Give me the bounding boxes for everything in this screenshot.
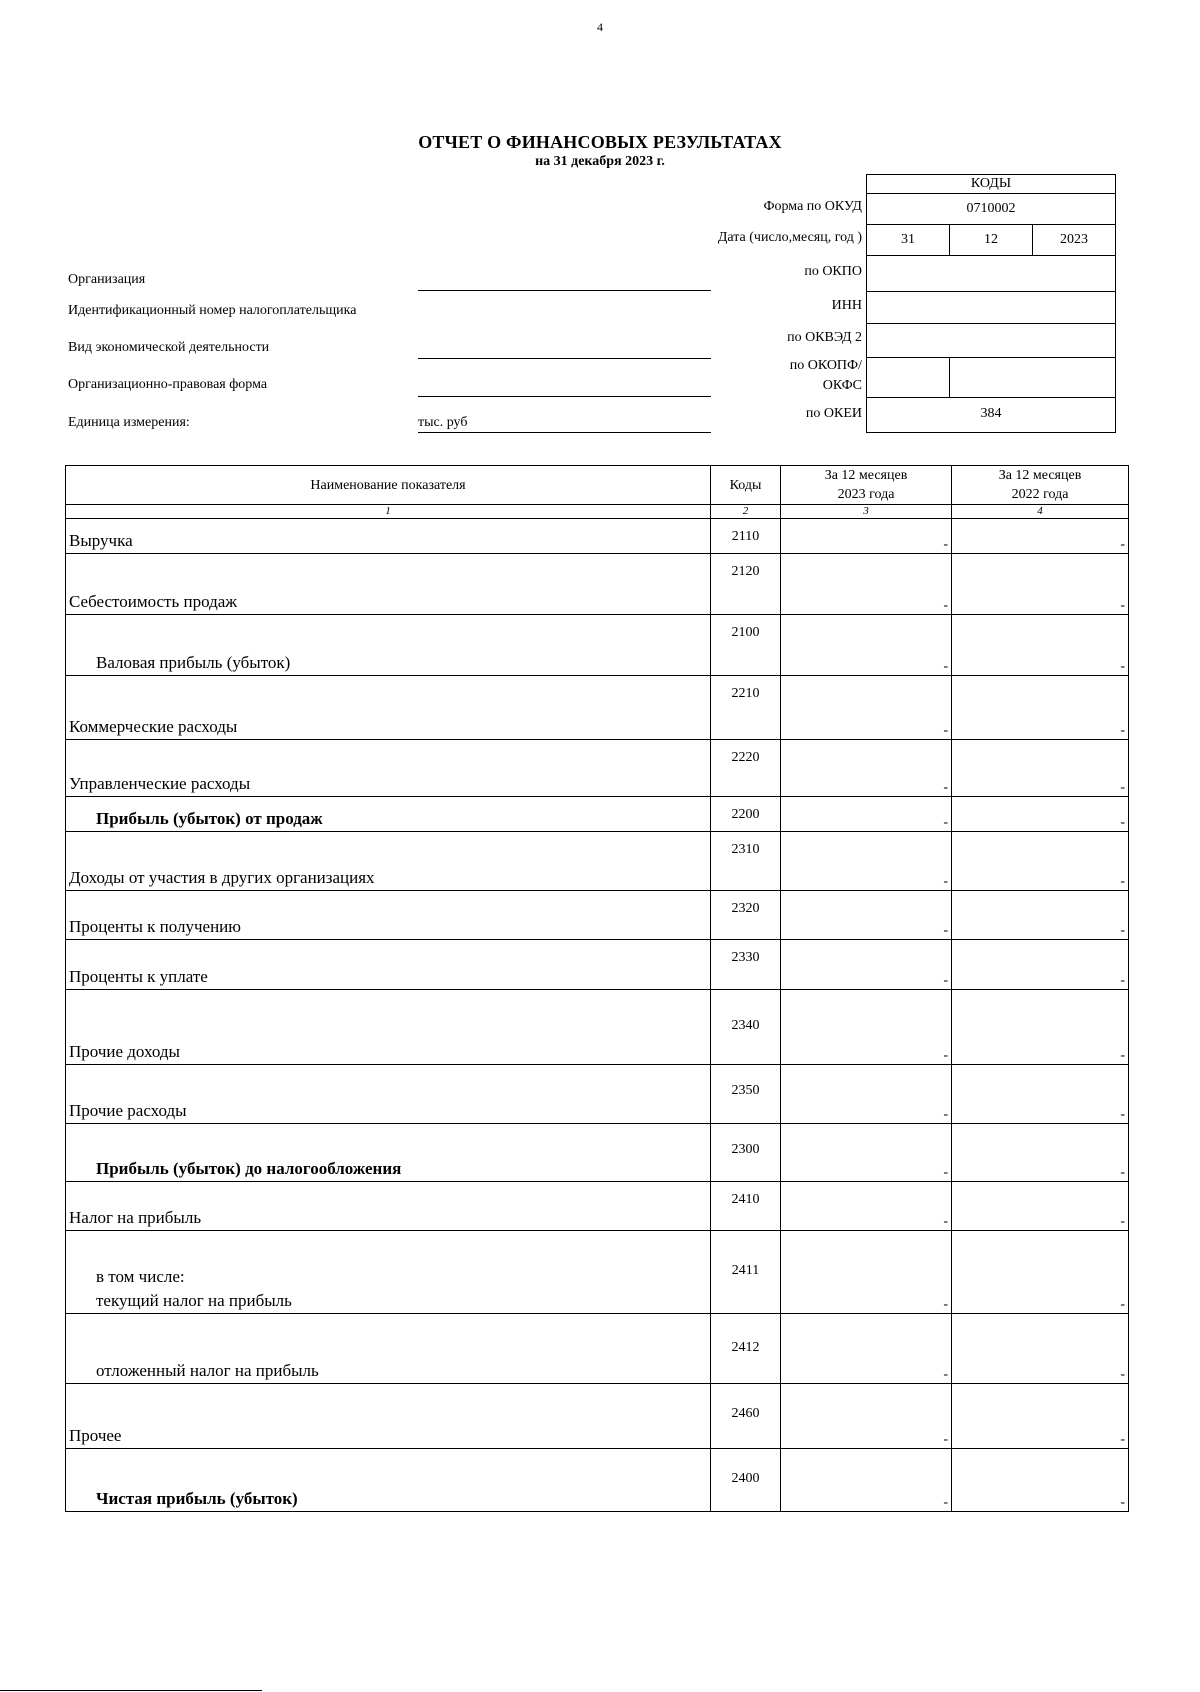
- row-current-value[interactable]: [781, 615, 952, 676]
- value-text: -: [943, 1495, 948, 1510]
- row-code: 2460: [711, 1384, 781, 1449]
- row-code: 2330: [711, 940, 781, 990]
- table-row: [66, 554, 1129, 615]
- row-name: [66, 1231, 711, 1314]
- okved-field[interactable]: [866, 323, 1116, 358]
- row-previous-value[interactable]: [952, 554, 1129, 615]
- row-code: 2340: [711, 990, 781, 1065]
- okei-label: по ОКЕИ: [805, 406, 862, 421]
- table-row: [66, 940, 1129, 990]
- column-number: 2: [711, 505, 781, 519]
- row-current-value[interactable]: [781, 1314, 952, 1384]
- row-name: Чистая прибыль (убыток): [66, 1449, 711, 1512]
- row-name: Себестоимость продаж: [66, 554, 711, 615]
- activity-label: Вид экономической деятельности: [68, 340, 270, 355]
- value-text: -: [1120, 973, 1125, 988]
- header-current-line1: За 12 месяцев: [824, 468, 908, 483]
- row-name: отложенный налог на прибыль: [66, 1314, 711, 1384]
- row-name-prefix: в том числе:: [96, 1267, 185, 1286]
- inn-label: Идентификационный номер налогоплательщика: [68, 303, 357, 318]
- report-date: на 31 декабря 2023 г.: [535, 154, 665, 169]
- row-current-value[interactable]: [781, 990, 952, 1065]
- okud-label: Форма по ОКУД: [763, 199, 862, 214]
- row-previous-value[interactable]: [952, 1384, 1129, 1449]
- row-name: Коммерческие расходы: [66, 676, 711, 740]
- value-text: -: [943, 1165, 948, 1180]
- table-row: [66, 832, 1129, 891]
- row-name: Выручка: [66, 519, 711, 554]
- row-name: Проценты к уплате: [66, 940, 711, 990]
- value-text: -: [943, 923, 948, 938]
- codes-header: КОДЫ: [866, 174, 1116, 194]
- row-previous-value[interactable]: [952, 676, 1129, 740]
- okopf-field[interactable]: [866, 357, 950, 398]
- okud-value[interactable]: 0710002: [866, 193, 1116, 225]
- value-text: -: [1120, 1165, 1125, 1180]
- table-row: [66, 1231, 1129, 1314]
- row-current-value[interactable]: [781, 519, 952, 554]
- row-previous-value[interactable]: [952, 797, 1129, 832]
- row-previous-value[interactable]: [952, 1449, 1129, 1512]
- header-previous-line2: 2022 года: [1011, 487, 1069, 502]
- row-previous-value[interactable]: [952, 1314, 1129, 1384]
- row-previous-value[interactable]: [952, 990, 1129, 1065]
- date-month[interactable]: 12: [949, 224, 1033, 256]
- table-row: [66, 1384, 1129, 1449]
- value-text: -: [1120, 1048, 1125, 1063]
- header-name: Наименование показателя: [66, 466, 711, 505]
- value-text: -: [943, 874, 948, 889]
- footer-divider: [0, 1690, 262, 1691]
- row-code: 2100: [711, 615, 781, 676]
- report-title: ОТЧЕТ О ФИНАНСОВЫХ РЕЗУЛЬТАТАХ: [418, 132, 782, 152]
- okved-label: по ОКВЭД 2: [787, 330, 862, 345]
- value-text: -: [943, 1432, 948, 1447]
- row-current-value[interactable]: [781, 832, 952, 891]
- value-text: -: [1120, 1495, 1125, 1510]
- row-name: Налог на прибыль: [66, 1182, 711, 1231]
- value-text: -: [943, 1107, 948, 1122]
- value-text: -: [943, 659, 948, 674]
- row-previous-value[interactable]: [952, 1231, 1129, 1314]
- value-text: -: [1120, 1297, 1125, 1312]
- row-name: Прибыль (убыток) от продаж: [66, 797, 711, 832]
- value-text: -: [1120, 780, 1125, 795]
- row-code: 2411: [711, 1231, 781, 1314]
- value-text: -: [1120, 874, 1125, 889]
- value-text: -: [943, 723, 948, 738]
- page-number: 4: [597, 20, 603, 34]
- column-number-row: [66, 505, 1129, 519]
- value-text: -: [943, 815, 948, 830]
- row-code: 2320: [711, 891, 781, 940]
- header-current-line2: 2023 года: [837, 487, 895, 502]
- value-text: -: [1120, 1107, 1125, 1122]
- row-previous-value[interactable]: [952, 1065, 1129, 1124]
- value-text: -: [943, 1297, 948, 1312]
- row-previous-value[interactable]: [952, 891, 1129, 940]
- column-number: 3: [781, 505, 952, 519]
- unit-value: тыс. руб: [418, 415, 468, 430]
- row-current-value[interactable]: [781, 1182, 952, 1231]
- row-code: 2200: [711, 797, 781, 832]
- organization-field[interactable]: [418, 290, 711, 291]
- table-row: [66, 1449, 1129, 1512]
- header-code: Коды: [711, 466, 781, 505]
- row-name: Валовая прибыль (убыток): [66, 615, 711, 676]
- row-name: Управленческие расходы: [66, 740, 711, 797]
- row-current-value[interactable]: [781, 1449, 952, 1512]
- table-row: [66, 740, 1129, 797]
- row-current-value[interactable]: [781, 1231, 952, 1314]
- value-text: -: [1120, 1214, 1125, 1229]
- row-current-value[interactable]: [781, 940, 952, 990]
- value-text: -: [1120, 1367, 1125, 1382]
- date-label: Дата (число,месяц, год ): [717, 230, 862, 245]
- value-text: -: [943, 598, 948, 613]
- row-current-value[interactable]: [781, 554, 952, 615]
- row-previous-value[interactable]: [952, 740, 1129, 797]
- okopf-label-1: по ОКОПФ/: [789, 358, 862, 373]
- okfs-field[interactable]: [949, 357, 1116, 398]
- table-row: [66, 1124, 1129, 1182]
- row-code: 2210: [711, 676, 781, 740]
- table-row: [66, 990, 1129, 1065]
- value-text: -: [943, 537, 948, 552]
- row-name-main: текущий налог на прибыль: [96, 1291, 292, 1310]
- organization-label: Организация: [68, 272, 146, 287]
- column-number: 4: [952, 505, 1129, 519]
- okpo-label: по ОКПО: [804, 264, 862, 279]
- unit-label: Единица измерения:: [68, 415, 190, 430]
- header-current: [781, 466, 952, 505]
- table-row: [66, 891, 1129, 940]
- okopf-label-2: ОКФС: [822, 378, 862, 393]
- row-previous-value[interactable]: [952, 832, 1129, 891]
- row-name: Прибыль (убыток) до налогообложения: [66, 1124, 711, 1182]
- value-text: -: [1120, 815, 1125, 830]
- table-row: [66, 1065, 1129, 1124]
- row-code: 2120: [711, 554, 781, 615]
- row-code: 2110: [711, 519, 781, 554]
- header-previous-line1: За 12 месяцев: [998, 468, 1082, 483]
- okei-value[interactable]: 384: [866, 397, 1116, 433]
- row-name: Прочее: [66, 1384, 711, 1449]
- value-text: -: [1120, 659, 1125, 674]
- value-text: -: [1120, 598, 1125, 613]
- row-code: 2410: [711, 1182, 781, 1231]
- okpo-field[interactable]: [866, 255, 1116, 292]
- row-current-value[interactable]: [781, 1065, 952, 1124]
- value-text: -: [943, 973, 948, 988]
- row-current-value[interactable]: [781, 1384, 952, 1449]
- row-previous-value[interactable]: [952, 1124, 1129, 1182]
- row-name: Прочие расходы: [66, 1065, 711, 1124]
- table-row: [66, 519, 1129, 554]
- row-current-value[interactable]: [781, 891, 952, 940]
- row-code: 2310: [711, 832, 781, 891]
- table-row: [66, 615, 1129, 676]
- legal-form-field[interactable]: [418, 396, 711, 397]
- row-code: 2220: [711, 740, 781, 797]
- legal-form-label: Организационно-правовая форма: [68, 377, 268, 392]
- unit-underline: [418, 432, 711, 433]
- row-previous-value[interactable]: [952, 1182, 1129, 1231]
- value-text: -: [943, 1048, 948, 1063]
- row-code: 2350: [711, 1065, 781, 1124]
- value-text: -: [1120, 1432, 1125, 1447]
- row-name: Проценты к получению: [66, 891, 711, 940]
- row-code: 2412: [711, 1314, 781, 1384]
- inn-code-label: ИНН: [831, 298, 862, 313]
- row-previous-value[interactable]: [952, 519, 1129, 554]
- row-code: 2400: [711, 1449, 781, 1512]
- value-text: -: [1120, 537, 1125, 552]
- header-previous: [952, 466, 1129, 505]
- row-name: Прочие доходы: [66, 990, 711, 1065]
- table-row: [66, 797, 1129, 832]
- row-current-value[interactable]: [781, 797, 952, 832]
- inn-field[interactable]: [866, 291, 1116, 324]
- row-current-value[interactable]: [781, 676, 952, 740]
- table-row: [66, 1182, 1129, 1231]
- row-code: 2300: [711, 1124, 781, 1182]
- date-day[interactable]: 31: [866, 224, 950, 256]
- value-text: -: [943, 1367, 948, 1382]
- row-current-value[interactable]: [781, 1124, 952, 1182]
- date-year[interactable]: 2023: [1032, 224, 1116, 256]
- table-header-row: [66, 466, 1129, 505]
- table-row: [66, 676, 1129, 740]
- row-previous-value[interactable]: [952, 940, 1129, 990]
- value-text: -: [1120, 923, 1125, 938]
- value-text: -: [1120, 723, 1125, 738]
- column-number: 1: [66, 505, 711, 519]
- value-text: -: [943, 1214, 948, 1229]
- row-name: Доходы от участия в других организациях: [66, 832, 711, 891]
- table-row: [66, 1314, 1129, 1384]
- row-current-value[interactable]: [781, 740, 952, 797]
- financial-results-table: [65, 465, 1129, 1512]
- row-previous-value[interactable]: [952, 615, 1129, 676]
- value-text: -: [943, 780, 948, 795]
